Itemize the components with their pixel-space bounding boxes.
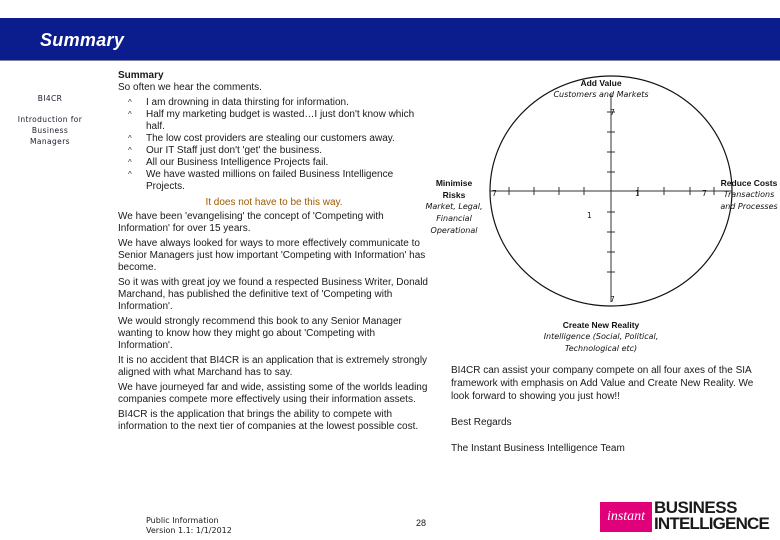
paragraph: We have journeyed far and wide, assisting some of the worlds leading companies compete more effectively using their information assets. — [118, 382, 428, 405]
page-number: 28 — [416, 518, 427, 528]
bullet-icon: ^ — [128, 146, 132, 155]
axis-label-bottom — [516, 319, 686, 355]
axis-subtitle-top: Customers and Markets — [553, 90, 649, 99]
axis-subtitle-right: Transactions and Processes — [720, 190, 778, 211]
tick-label-unit-y: 1 — [587, 211, 592, 220]
summary-text — [118, 70, 430, 436]
list-item: ^ I am drowning in data thirsting for information. — [128, 97, 349, 108]
axis-label-top — [526, 77, 676, 101]
header-divider — [0, 60, 780, 61]
sia-framework-diagram — [424, 72, 780, 362]
list-item: ^ All our Business Intelligence Projects fail. — [128, 157, 329, 168]
intro-text: So often we hear the comments. — [118, 82, 262, 93]
paragraph: It is no accident that BI4CR is an application that is extremely strongly aligned with what Marchand has to say. — [118, 355, 428, 378]
tick-label-unit-x: 1 — [635, 189, 640, 198]
paragraph: We have been 'evangelising' the concept of 'Competing with Information' for over 15 years. — [118, 211, 384, 234]
page-title: Summary — [40, 30, 125, 50]
closing-paragraph: BI4CR can assist your company compete on all four axes of the SIA framework with emphasis on Add Value and Create New Reality. We look forward to showing you just how!! — [451, 365, 754, 402]
nav-item-introduction[interactable]: Introduction for Business Managers — [17, 115, 83, 146]
paragraph: So it was with great joy we found a respected Business Writer, Donald Marchand, has published the definitive text of 'Competing with Information'. — [118, 277, 428, 312]
nav-item-bi4cr[interactable]: BI4CR — [37, 94, 63, 103]
bullet-icon: ^ — [128, 170, 132, 179]
bullet-icon: ^ — [128, 98, 132, 107]
logo-business-text: BUSINESS — [654, 498, 737, 517]
classification-text: Public Information — [146, 516, 219, 525]
bullet-icon: ^ — [128, 134, 132, 143]
list-item: ^ Half my marketing budget is wasted…I just don't know which half. — [128, 109, 415, 132]
company-logo — [600, 500, 776, 532]
tick-label-bottom: 7 — [610, 295, 615, 304]
axis-title-top: Add Value — [580, 78, 622, 88]
version-text: Version 1.1: 1/1/2012 — [146, 526, 232, 535]
list-item: ^ We have wasted millions on failed Business Intelligence Projects. — [128, 169, 394, 192]
axis-title-left: Minimise Risks — [435, 178, 473, 200]
logo-instant-badge: instant — [600, 502, 652, 532]
list-item: ^ Our IT Staff just don't 'get' the business. — [128, 145, 323, 156]
logo-intelligence-text: INTELLIGENCE — [654, 514, 770, 533]
section-heading: Summary — [118, 70, 164, 81]
tick-label-left: 7 — [492, 189, 497, 198]
comment-list — [118, 97, 430, 193]
side-nav — [14, 93, 86, 157]
bullet-icon: ^ — [128, 158, 132, 167]
signature-text: The Instant Business Intelligence Team — [451, 443, 625, 454]
axis-subtitle-left: Market, Legal, Financial Operational — [425, 202, 483, 235]
tick-label-top: 7 — [610, 108, 615, 117]
closing-text — [451, 364, 771, 468]
axis-title-right: Reduce Costs — [720, 178, 778, 188]
footer-info — [146, 516, 232, 536]
regards-text: Best Regards — [451, 417, 512, 428]
highlight-text: It does not have to be this way. — [205, 197, 343, 208]
axis-label-right — [720, 177, 778, 213]
paragraph: BI4CR is the application that brings the ability to compete with information to the next tier of companies at the lowest possible cost. — [118, 409, 419, 432]
header-bar — [0, 18, 780, 60]
axis-label-left — [424, 177, 484, 237]
axis-subtitle-bottom: Intelligence (Social, Political, Technological etc) — [543, 332, 659, 353]
paragraph: We have always looked for ways to more effectively communicate to Senior Managers just how important 'Competing with Information' has become. — [118, 238, 426, 273]
tick-label-right: 7 — [702, 189, 707, 198]
bullet-icon: ^ — [128, 110, 132, 119]
axis-title-bottom: Create New Reality — [562, 320, 640, 330]
list-item: ^ The low cost providers are stealing our customers away. — [128, 133, 395, 144]
paragraph: We would strongly recommend this book to any Senior Manager wanting to know how they might go about 'Competing with Information'. — [118, 316, 402, 351]
